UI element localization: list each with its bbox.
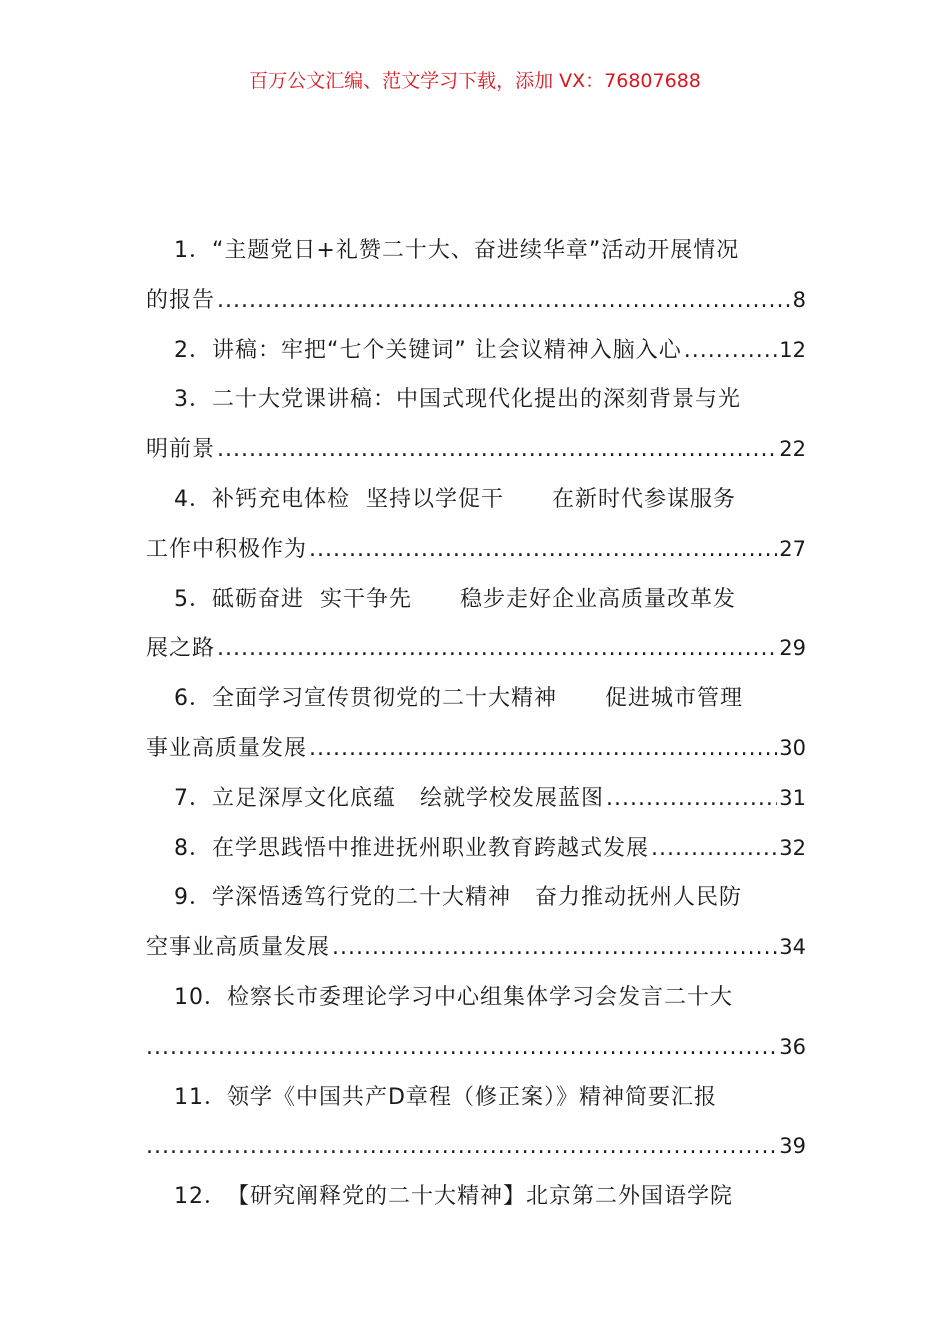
- dot-leader: [309, 724, 777, 774]
- toc-page-number: 8: [792, 287, 806, 312]
- toc-entry-title-cont: 明前景: [146, 437, 216, 463]
- toc-entry-number: 12．: [174, 1184, 227, 1210]
- toc-entry-title: 领学《中国共产D章程（修正案）》精神简要汇报: [227, 1084, 717, 1110]
- toc-entry-number: 1．: [174, 238, 212, 263]
- toc-page-number: 12: [779, 337, 806, 362]
- toc-entry-title: 补钙充电体检 坚持以学促干 在新时代参谋服务: [212, 486, 736, 512]
- toc-entry-title: “主题党日+礼赞二十大、奋进续华章”活动开展情况: [212, 238, 740, 263]
- toc-page-number: 39: [779, 1134, 806, 1159]
- toc-entry-12[interactable]: [146, 1172, 806, 1222]
- toc-entry-6[interactable]: [146, 674, 806, 724]
- dot-leader: [217, 624, 777, 674]
- toc-entry-number: 4．: [174, 486, 212, 512]
- dot-leader: [332, 923, 777, 973]
- watermark-header: 百万公文汇编、范文学习下载，添加 VX：76807688: [249, 70, 701, 92]
- toc-page-number: 29: [779, 636, 806, 661]
- toc-entry-title: 讲稿：牢把“七个关键词” 让会议精神入脑入心: [212, 337, 682, 363]
- toc-entry-2[interactable]: [146, 326, 806, 376]
- toc-entry-9-continuation[interactable]: [146, 923, 806, 973]
- toc-entry-title: 【研究阐释党的二十大精神】北京第二外国语学院: [227, 1184, 734, 1210]
- toc-entry-5-continuation[interactable]: [146, 624, 806, 674]
- toc-page-number: 27: [779, 536, 806, 561]
- toc-entry-number: 3．: [174, 387, 212, 413]
- toc-entry-11[interactable]: [146, 1073, 806, 1123]
- toc-entry-10[interactable]: [146, 973, 806, 1023]
- toc-page-number: 32: [779, 835, 806, 860]
- toc-page-number: 31: [779, 785, 806, 810]
- toc-entry-number: 10．: [174, 984, 227, 1010]
- toc-entry-6-continuation[interactable]: [146, 724, 806, 774]
- toc-entry-3-continuation[interactable]: [146, 425, 806, 475]
- toc-entry-number: 11．: [174, 1084, 227, 1110]
- toc-entry-title-cont: 展之路: [146, 636, 216, 662]
- table-of-contents: [146, 226, 806, 1222]
- toc-page-number: 30: [779, 735, 806, 760]
- dot-leader: [146, 1023, 777, 1073]
- toc-entry-title: 在学思践悟中推进抚州职业教育跨越式发展: [212, 835, 650, 861]
- toc-entry-3[interactable]: [146, 375, 806, 425]
- toc-entry-number: 9．: [174, 885, 212, 911]
- dot-leader: [684, 326, 777, 376]
- toc-entry-1[interactable]: [146, 226, 806, 276]
- toc-page-number: 36: [779, 1034, 806, 1059]
- dot-leader: [146, 1122, 777, 1172]
- toc-entry-9[interactable]: [146, 873, 806, 923]
- toc-page-number: 22: [779, 437, 806, 462]
- toc-entry-8[interactable]: [146, 824, 806, 874]
- toc-entry-title-cont: 事业高质量发展: [146, 735, 308, 761]
- toc-entry-4[interactable]: [146, 475, 806, 525]
- toc-entry-number: 2．: [174, 337, 212, 363]
- toc-entry-title: 学深悟透笃行党的二十大精神 奋力推动抚州人民防: [212, 885, 742, 911]
- toc-entry-10-continuation[interactable]: [146, 1023, 806, 1073]
- dot-leader: [651, 824, 777, 874]
- toc-entry-title-cont: 的报告: [146, 287, 216, 313]
- toc-entry-7[interactable]: [146, 774, 806, 824]
- dot-leader: [217, 425, 777, 475]
- toc-entry-title: 砥砺奋进 实干争先 稳步走好企业高质量改革发: [212, 586, 736, 612]
- toc-entry-title: 立足深厚文化底蕴 绘就学校发展蓝图: [212, 785, 604, 811]
- toc-entry-4-continuation[interactable]: [146, 525, 806, 575]
- toc-entry-title-cont: 空事业高质量发展: [146, 935, 331, 961]
- toc-entry-5[interactable]: [146, 575, 806, 625]
- toc-entry-title: 全面学习宣传贯彻党的二十大精神 促进城市管理: [212, 686, 743, 712]
- dot-leader: [309, 525, 777, 575]
- toc-entry-title: 二十大党课讲稿：中国式现代化提出的深刻背景与光: [212, 387, 742, 413]
- toc-entry-11-continuation[interactable]: [146, 1122, 806, 1172]
- toc-entry-title: 检察长市委理论学习中心组集体学习会发言二十大: [227, 984, 734, 1010]
- toc-entry-1-continuation[interactable]: [146, 276, 806, 326]
- toc-entry-number: 5．: [174, 586, 212, 612]
- toc-page-number: 34: [779, 935, 806, 960]
- toc-entry-number: 7．: [174, 785, 212, 811]
- dot-leader: [217, 276, 791, 326]
- dot-leader: [606, 774, 777, 824]
- toc-entry-number: 8．: [174, 835, 212, 861]
- toc-entry-title-cont: 工作中积极作为: [146, 536, 308, 562]
- toc-entry-number: 6．: [174, 686, 212, 712]
